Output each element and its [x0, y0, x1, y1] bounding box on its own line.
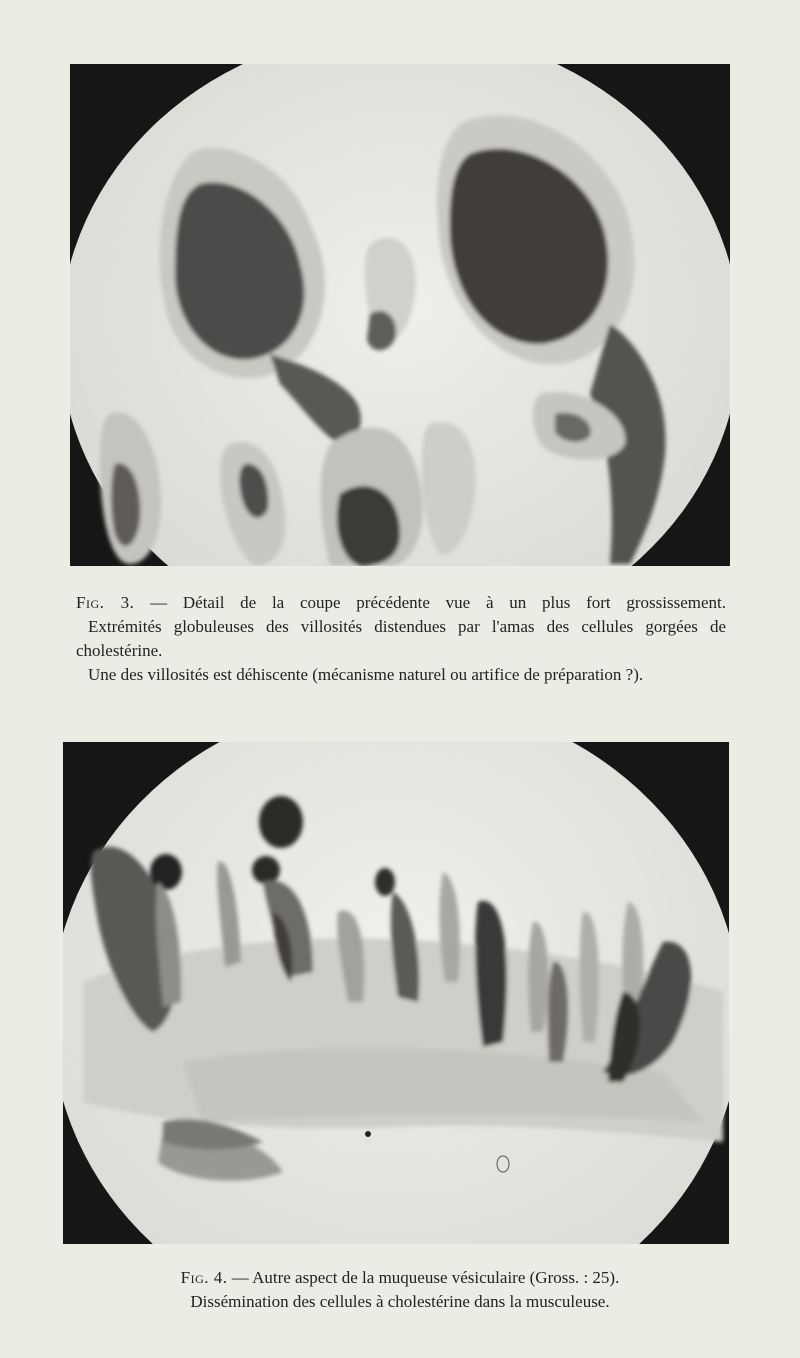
figure-4-label: Fig. 4.: [180, 1268, 228, 1287]
figure-3-title-line: [76, 591, 726, 615]
figure-3-title: Détail de la coupe précédente vue à un plus fort grossissement.: [182, 593, 727, 612]
figure-4-caption: [110, 1266, 690, 1314]
figure-4-line-2: Dissémination des cellules à cholestérine dans la musculeuse.: [190, 1292, 610, 1311]
figure-4-micrograph: [63, 742, 729, 1244]
figure-4-dash: —: [231, 1268, 249, 1287]
figure-3-paragraph-2: Une des villosités est déhiscente (mécanisme naturel ou artifice de préparation ?).: [88, 665, 644, 684]
figure-3-micrograph: [70, 64, 730, 566]
figure-3-dash: —: [150, 593, 168, 612]
figure-3-caption: [76, 591, 726, 687]
figure-4-title: Autre aspect de la muqueuse vésiculaire (Gross. : 25).: [252, 1268, 620, 1287]
figure-4-title-line: [110, 1266, 690, 1290]
figure-3-label: Fig. 3.: [76, 593, 135, 612]
figure-3-paragraph-1: Extrémités globuleuses des villosités distendues par l'amas des cellules gorgées de cholestérine.: [76, 617, 726, 660]
